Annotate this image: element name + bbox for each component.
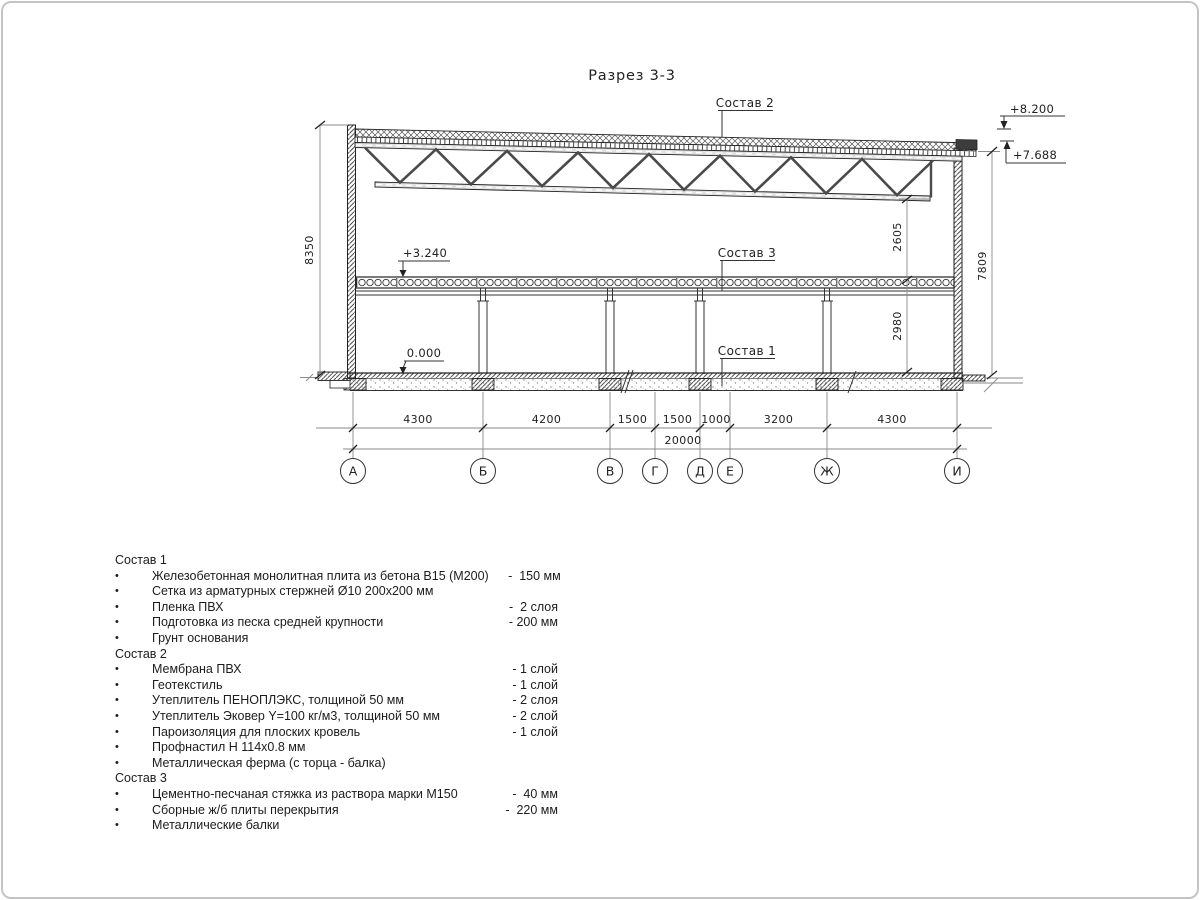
bullet-icon: • <box>115 819 119 832</box>
legend-item-text: Железобетонная монолитная плита из бетона В15 (М200) <box>152 568 489 583</box>
bullet-icon: • <box>115 585 119 598</box>
legend-item-value <box>486 756 558 772</box>
legend-section-title: Состав 1 <box>115 553 167 567</box>
columns <box>477 288 833 374</box>
legend-item-text: Цементно-песчаная стяжка из раствора марки М150 <box>152 786 458 801</box>
legend-item <box>115 600 558 616</box>
axis-g: Г <box>651 463 659 479</box>
legend-item-value: - 2 слой <box>512 708 558 723</box>
legend-item-text: Сетка из арматурных стержней Ø10 200х200 мм <box>152 584 434 599</box>
legend-item <box>115 568 561 585</box>
legend-item <box>115 693 558 709</box>
legend-item-text: Подготовка из песка средней крупности <box>152 615 384 630</box>
svg-text:+7.688: +7.688 <box>1012 148 1058 162</box>
legend-item-value: - 220 мм <box>505 802 558 817</box>
bullet-icon: • <box>115 569 119 582</box>
elevation-ground <box>400 346 445 374</box>
axis-d: Д <box>695 463 705 479</box>
legend-item <box>115 803 558 819</box>
dim-seg-3: 1500 <box>617 413 648 426</box>
legend-item-value <box>486 818 558 834</box>
bullet-icon: • <box>115 694 119 707</box>
axis-b: Б <box>478 463 488 479</box>
legend-item <box>115 725 558 741</box>
legend-item-text: Профнастил Н 114х0.8 мм <box>152 740 306 755</box>
dim-truss-zone: 2605 <box>891 222 904 252</box>
legend-item-text: Утеплитель Эковер Y=100 кг/м3, толщиной 50 мм <box>152 708 441 723</box>
legend-item-value <box>486 740 558 756</box>
elevation-roof-bottom <box>1000 141 1066 163</box>
legend-item-text: Мембрана ПВХ <box>152 662 242 677</box>
legend-item-value: - 1 слой <box>512 677 558 692</box>
dim-seg-1: 4300 <box>403 413 433 426</box>
legend-item-text: Металлическая ферма (с торца - балка) <box>152 755 386 770</box>
dim-floor-zone: 2980 <box>891 311 904 341</box>
svg-text:0.000: 0.000 <box>406 346 442 360</box>
legend-item-value: - 40 мм <box>512 786 558 801</box>
bullet-icon: • <box>115 725 119 738</box>
ground-floor <box>300 370 1023 393</box>
svg-text:Состав 1: Состав 1 <box>717 344 777 358</box>
bullet-icon: • <box>115 663 119 676</box>
legend-item <box>115 615 558 631</box>
legend-item-text: Металлические балки <box>152 818 280 833</box>
svg-text:Состав 2: Состав 2 <box>715 96 775 110</box>
legend-item <box>115 662 558 678</box>
legend-item-text: Сборные ж/б плиты перекрытия <box>152 802 339 817</box>
bullet-icon: • <box>115 741 119 754</box>
svg-text:Состав 3: Состав 3 <box>717 246 777 260</box>
dim-right-total: 7809 <box>976 251 989 281</box>
legend-item <box>115 631 558 647</box>
bullet-icon: • <box>115 787 119 800</box>
legend-item-value: - 1 слой <box>512 724 558 739</box>
legend-item-text: Грунт основания <box>152 630 249 645</box>
legend-item-value: - 2 слоя <box>512 693 558 708</box>
bullet-icon: • <box>115 709 119 722</box>
roof-package <box>355 129 977 161</box>
legend-item-text: Утеплитель ПЕНОПЛЭКС, толщиной 50 мм <box>152 693 404 708</box>
legend-item-text: Пленка ПВХ <box>152 599 224 614</box>
bullet-icon: • <box>115 678 119 691</box>
bullet-icon: • <box>115 756 119 769</box>
axis-bubbles <box>341 459 970 484</box>
bullet-icon: • <box>115 616 119 629</box>
dim-seg-6: 3200 <box>763 413 794 426</box>
legend-item <box>115 818 558 834</box>
dim-seg-7: 4300 <box>877 413 907 426</box>
dim-seg-5: 1000 <box>701 413 731 426</box>
legend-item-value <box>486 584 558 600</box>
legend-item-value: - 200 мм <box>508 615 558 630</box>
svg-text:+3.240: +3.240 <box>402 246 448 260</box>
axis-a: А <box>348 463 358 479</box>
material-legend <box>115 553 561 834</box>
dim-seg-2: 4200 <box>531 413 562 426</box>
legend-item <box>115 678 558 694</box>
bullet-icon: • <box>115 631 119 644</box>
legend-item-value: - 150 мм <box>508 568 561 583</box>
legend-item <box>115 756 558 772</box>
bullet-icon: • <box>115 803 119 816</box>
dim-left-total: 8350 <box>303 235 316 265</box>
legend-item-value: - 1 слой <box>512 662 558 677</box>
axis-v: В <box>605 463 615 479</box>
axis-i: И <box>952 463 962 479</box>
right-wall <box>954 148 962 378</box>
legend-item-value <box>486 631 558 647</box>
floor-slab <box>356 277 954 295</box>
dim-total: 20000 <box>664 434 702 447</box>
svg-text:+8.200: +8.200 <box>1009 102 1055 116</box>
legend-item <box>115 709 558 725</box>
legend-section-title: Состав 3 <box>115 771 167 786</box>
elevation-floor2 <box>398 246 450 277</box>
legend-section-title: Состав 2 <box>115 646 167 661</box>
legend-item-text: Геотекстиль <box>152 677 223 692</box>
axis-zh: Ж <box>820 463 834 479</box>
bullet-icon: • <box>115 600 119 613</box>
drawing-title: Разрез 3-3 <box>588 68 676 84</box>
legend-item <box>115 584 558 600</box>
horizontal-dimensions <box>316 392 992 458</box>
legend-item-value: - 2 слоя <box>509 599 558 614</box>
legend-item <box>115 787 558 803</box>
legend-item-text: Пароизоляция для плоских кровель <box>152 724 361 739</box>
left-wall <box>348 125 356 378</box>
elevation-roof-top <box>997 102 1065 129</box>
dim-seg-4: 1500 <box>662 413 693 426</box>
axis-e: Е <box>726 463 734 479</box>
callout-sostav2 <box>716 96 774 137</box>
legend-item <box>115 740 558 756</box>
